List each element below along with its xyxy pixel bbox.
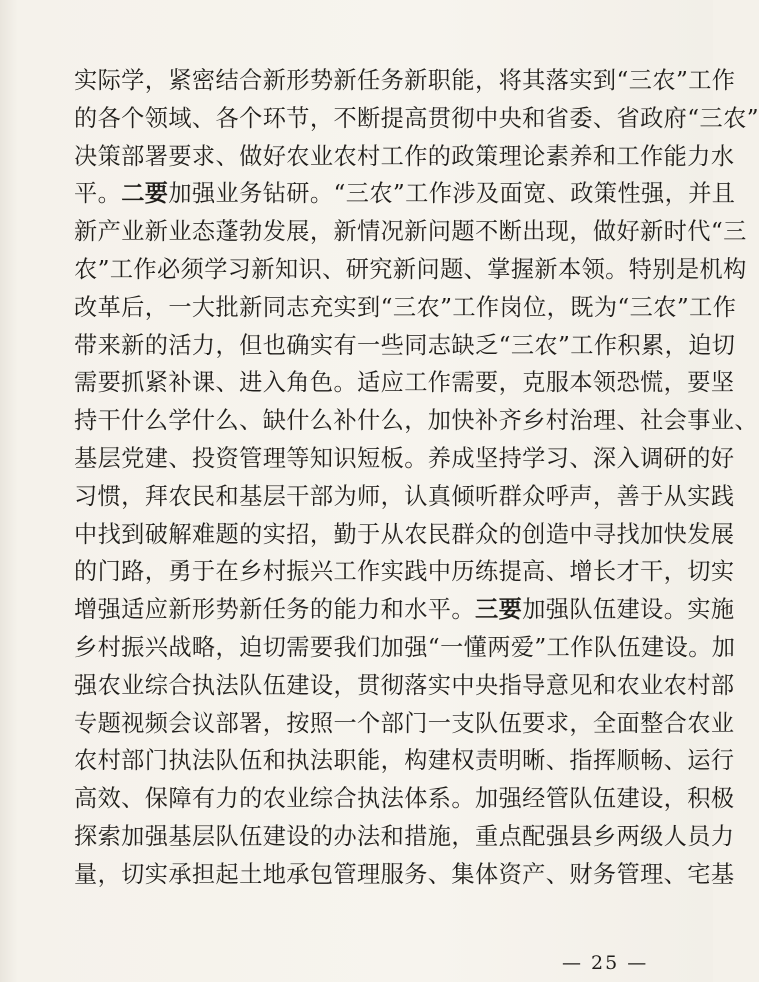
- text-segment: 高效、保障有力的农业综合执法体系。加强经管队伍建设，积极: [74, 785, 735, 813]
- text-segment: 基层党建、投资管理等知识短板。养成坚持学习、深入调研的好: [74, 444, 735, 472]
- text-line: [74, 742, 735, 780]
- text-segment: 农村部门执法队伍和执法职能，构建权责明晰、指挥顺畅、运行: [74, 747, 735, 775]
- text-segment: 加强队伍建设。实施: [522, 596, 735, 624]
- text-line: [74, 100, 759, 138]
- text-line: [74, 213, 747, 251]
- text-segment: 的各个领域、各个环节，不断提高贯彻中央和省委、省政府“三农”: [74, 104, 759, 132]
- text-line: [74, 364, 735, 402]
- text-line: [74, 818, 735, 856]
- text-segment: 中找到破解难题的实招，勤于从农民群众的创造中寻找加快发展: [74, 520, 735, 548]
- text-segment: 的门路，勇于在乡村振兴工作实践中历练提高、增长才干，切实: [74, 558, 735, 586]
- text-line: [74, 591, 735, 629]
- text-line: [74, 62, 736, 100]
- text-segment: 需要抓紧补课、进入角色。适应工作需要，克服本领恐慌，要坚: [74, 369, 735, 397]
- text-line: [74, 175, 736, 213]
- text-line: [74, 856, 735, 894]
- text-segment: 农”工作必须学习新知识、研究新问题、掌握新本领。特别是机构: [74, 255, 747, 283]
- bold-lead-phrase: 三要: [475, 596, 523, 624]
- text-segment: 带来新的活力，但也确实有一些同志缺乏“三农”工作积累，迫切: [74, 331, 736, 359]
- text-segment: 专题视频会议部署，按照一个部门一支队伍要求，全面整合农业: [74, 709, 735, 737]
- text-line: [74, 327, 736, 365]
- bold-lead-phrase: 二要: [121, 180, 169, 208]
- text-line: [74, 440, 735, 478]
- text-line: [74, 251, 747, 289]
- text-line: [74, 478, 735, 516]
- text-line: [74, 402, 759, 440]
- text-segment: 探索加强基层队伍建设的办法和措施，重点配强县乡两级人员力: [74, 822, 735, 850]
- text-line: [74, 553, 735, 591]
- text-segment: 平。: [74, 180, 122, 208]
- text-segment: 加强业务钻研。“三农”工作涉及面宽、政策性强，并且: [168, 180, 736, 208]
- text-segment: 持干什么学什么、缺什么补什么，加快补齐乡村治理、社会事业、: [74, 407, 759, 435]
- text-line: [74, 629, 736, 667]
- page-number: — 25 —: [562, 952, 649, 974]
- text-segment: 量，切实承担起土地承包管理服务、集体资产、财务管理、宅基: [74, 860, 735, 888]
- text-segment: 实际学，紧密结合新形势新任务新职能，将其落实到“三农”工作: [74, 67, 736, 94]
- text-segment: 习惯，拜农民和基层干部为师，认真倾听群众呼声，善于从实践: [74, 482, 735, 510]
- text-segment: 增强适应新形势新任务的能力和水平。: [74, 596, 475, 624]
- text-segment: 决策部署要求、做好农业农村工作的政策理论素养和工作能力水: [74, 142, 735, 170]
- text-line: [74, 138, 735, 176]
- text-line: [74, 705, 735, 743]
- text-segment: 乡村振兴战略，迫切需要我们加强“一懂两爱”工作队伍建设。加: [74, 633, 736, 661]
- text-line: [74, 667, 735, 705]
- text-segment: 改革后，一大批新同志充实到“三农”工作岗位，既为“三农”工作: [74, 293, 737, 321]
- text-line: [74, 516, 735, 554]
- text-segment: 强农业综合执法队伍建设，贯彻落实中央指导意见和农业农村部: [74, 671, 735, 699]
- body-paragraph: [74, 62, 759, 894]
- text-line: [74, 780, 735, 818]
- text-segment: 新产业新业态蓬勃发展，新情况新问题不断出现，做好新时代“三: [74, 218, 747, 246]
- text-line: [74, 289, 737, 327]
